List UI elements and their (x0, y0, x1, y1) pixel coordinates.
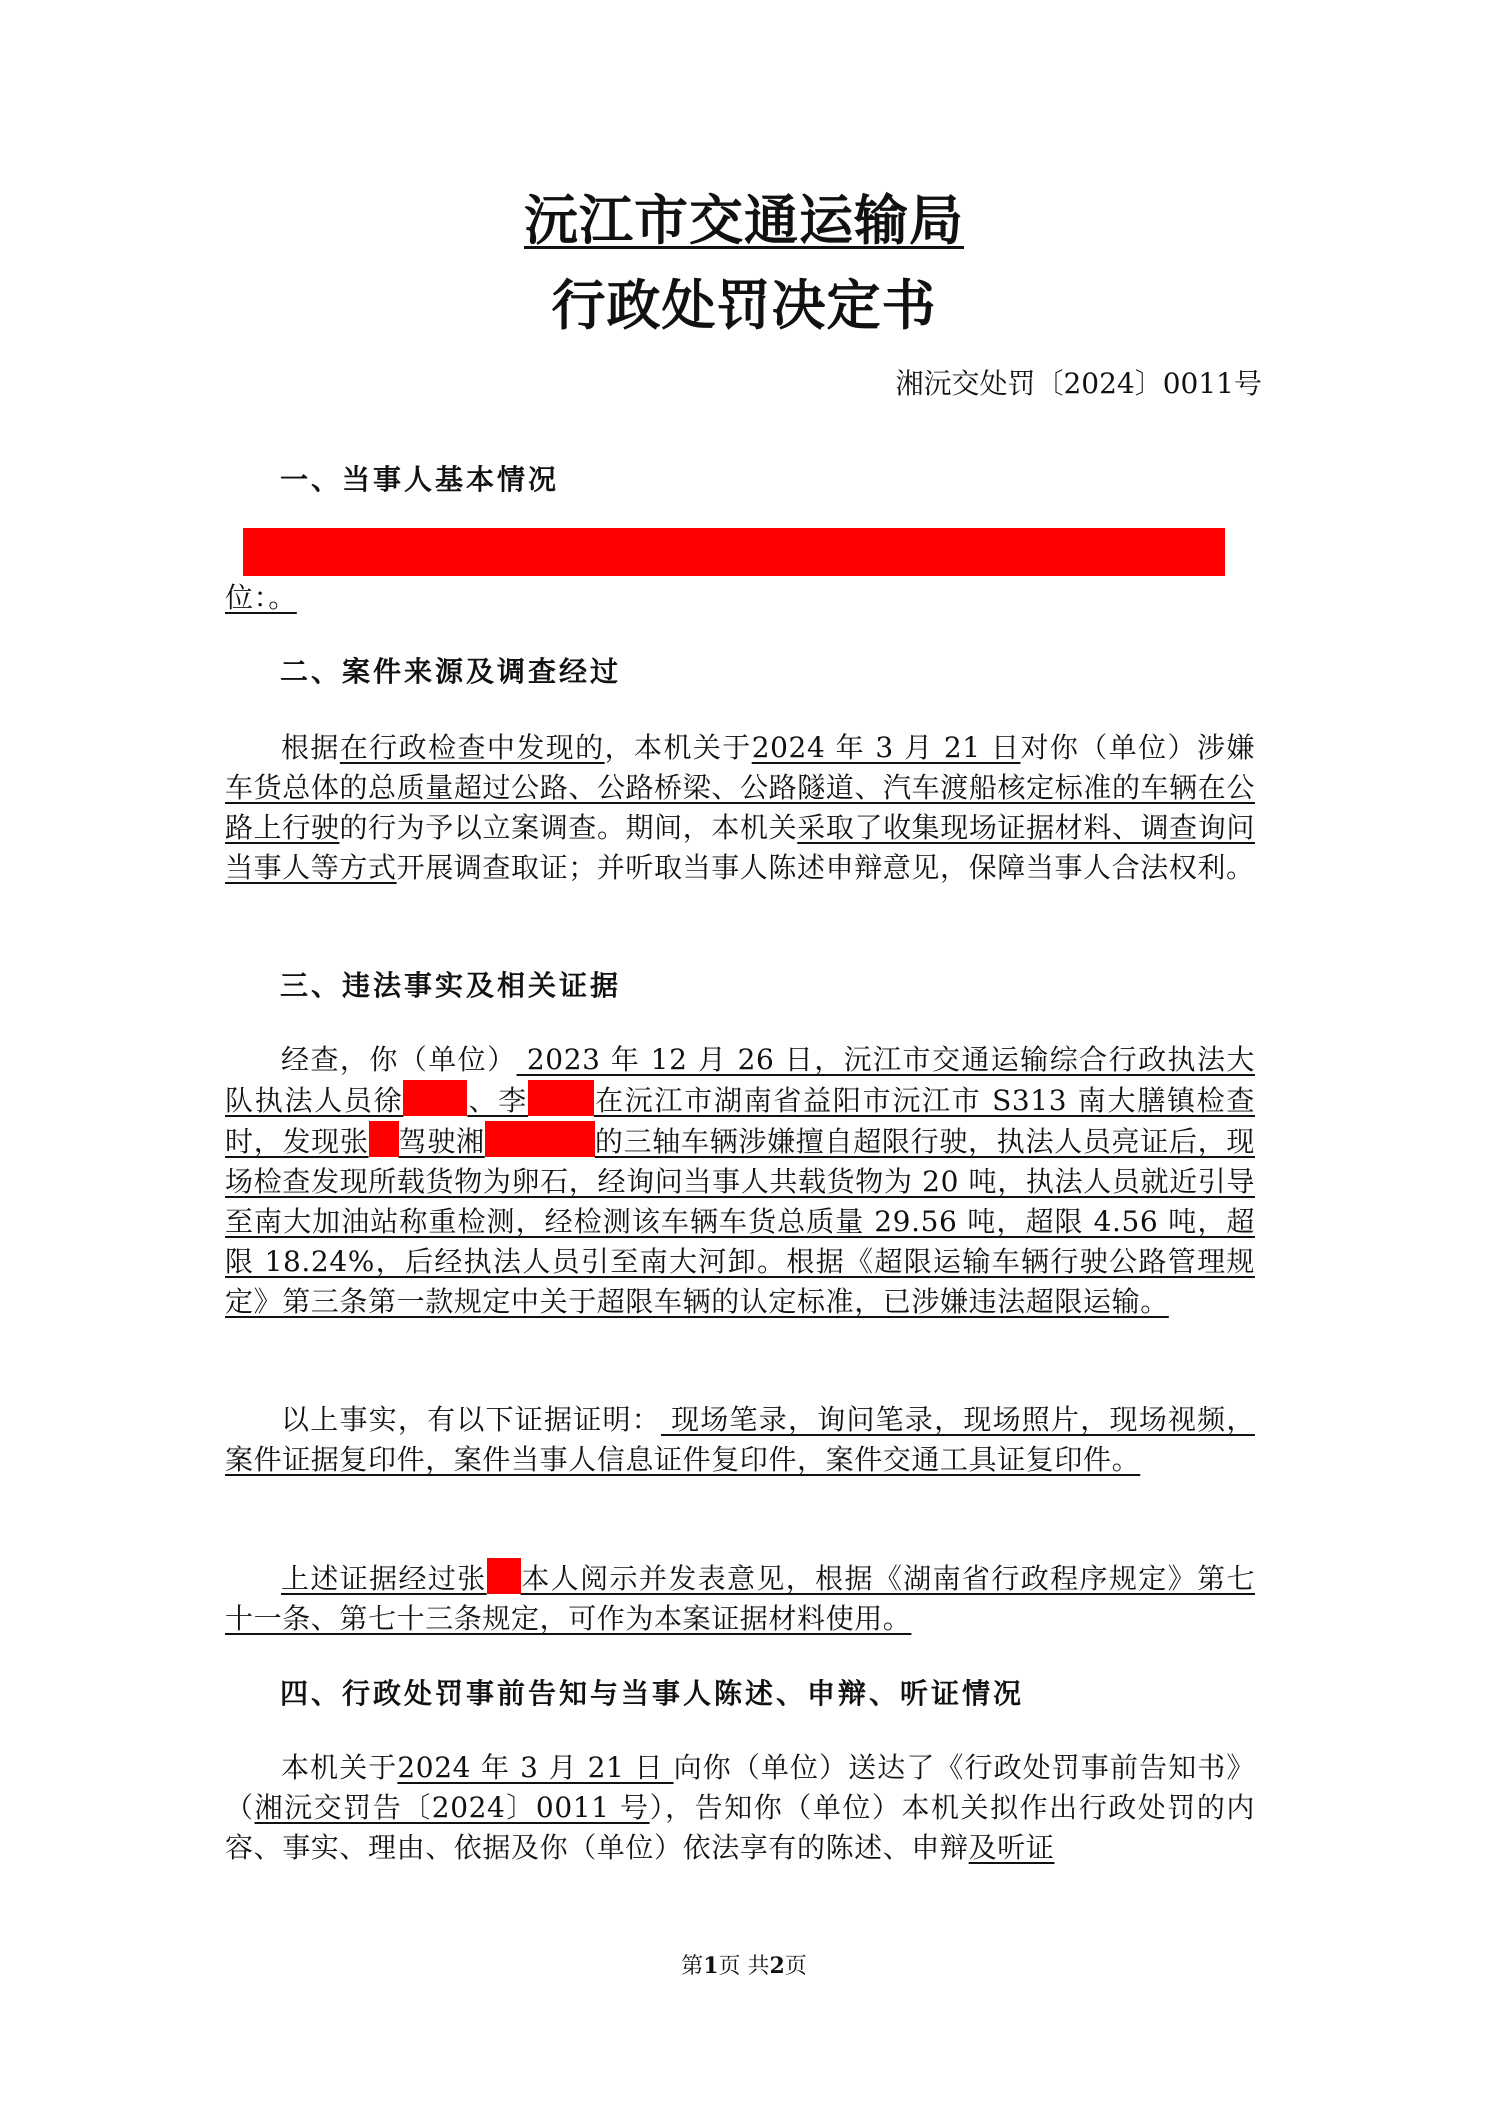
section-2-paragraph: 根据在行政检查中发现的，本机关于2024 年 3 月 21 日对你（单位）涉嫌车货总体的总质量超过公路、公路桥梁、公路隧道、汽车渡船核定标准的车辆在公路上行驶的行为予以立案调查。期间，本机关采取了收集现场证据材料、调查询问当事人等方式开展调查取证；并听取当事人陈述申辩意见，保障当事人合法权利。 (225, 731, 1255, 884)
section-1-tail: 位：。 (225, 581, 297, 614)
redaction-block (528, 1080, 594, 1116)
document-title-type: 行政处罚决定书 (551, 273, 937, 337)
section-1-heading: 一、当事人基本情况 (280, 463, 560, 496)
section-3-evidence-paragraph: 以上事实，有以下证据证明： 现场笔录，询问笔录，现场照片，现场视频，案件证据复印件，案件当事人信息证件复印件，案件交通工具证复印件。 (225, 1403, 1255, 1476)
section-2-heading: 二、案件来源及调查经过 (280, 655, 622, 688)
section-4-heading: 四、行政处罚事前告知与当事人陈述、申辩、听证情况 (280, 1677, 1025, 1710)
document-title-agency: 沅江市交通运输局 (524, 188, 964, 252)
section-4-paragraph: 本机关于2024 年 3 月 21 日 向你（单位）送达了《行政处罚事前告知书》（湘沅交罚告〔2024〕0011 号），告知你（单位）本机关拟作出行政处罚的内容、事实、理由、依据及你（单位）依法享有的陈述、申辩及听证 (225, 1751, 1255, 1864)
redaction-block (243, 528, 1225, 576)
redaction-block (369, 1121, 399, 1157)
section-3-facts-paragraph: 经查，你（单位） 2023 年 12 月 26 日，沅江市交通运输综合行政执法大队执法人员徐 、李 在沅江市湖南省益阳市沅江市 S313 南大膳镇检查时，发现张 驾驶湘 的三轴车辆涉嫌擅自超限行驶，执法人员亮证后，现场检查发现所载货物为卵石，经询问当事人共载货物为 20 吨，执法人员就近引导至南大加油站称重检测，经检测该车辆车货总质量 29.56 吨，超限 4.56 吨，超限 18.24%，后经执法人员引至南大河卸。根据《超限运输车辆行驶公路管理规定》第三条第一款规定中关于超限车辆的认定标准，已涉嫌违法超限运输。 (225, 1043, 1255, 1318)
redaction-block (485, 1121, 595, 1157)
section-3-evidence-review-paragraph: 上述证据经过张 本人阅示并发表意见，根据《湖南省行政程序规定》第七十一条、第七十三条规定，可作为本案证据材料使用。 (225, 1558, 1255, 1639)
redaction-block (403, 1080, 467, 1116)
section-3-heading: 三、违法事实及相关证据 (280, 969, 622, 1002)
page-number: 第1页 共2页 (681, 1953, 807, 1979)
document-number: 湘沅交处罚〔2024〕0011号 (895, 367, 1262, 400)
redaction-block (487, 1558, 521, 1594)
